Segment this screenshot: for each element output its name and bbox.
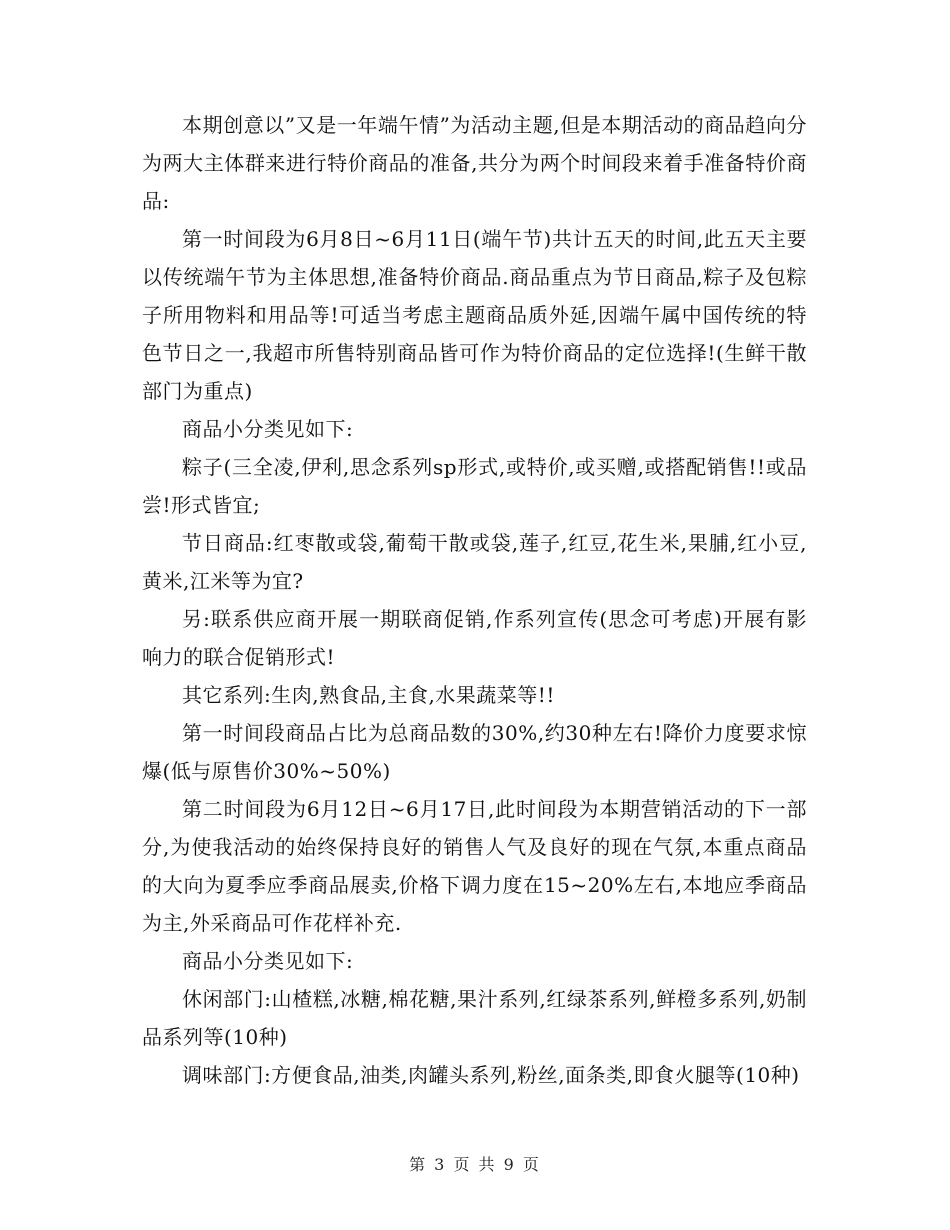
paragraph-leisure-dept: 休闲部门:山楂糕,冰糖,棉花糖,果汁系列,红绿茶系列,鲜橙多系列,奶制品系列等(10种) [142,987,807,1049]
paragraph-second-period: 第二时间段为6月12日~6月17日,此时间段为本期营销活动的下一部分,为使我活动的始终保持良好的销售人气及良好的现在气氛,本重点商品的大向为夏季应季商品展卖,价格下调力度在15~20%左右,本地应季商品为主,外采商品可作花样补充. [142,797,807,935]
paragraph-zongzi: 粽子(三全凌,伊利,思念系列sp形式,或特价,或买赠,或搭配销售!!或品尝!形式皆宜; [142,455,807,517]
paragraph-supplier-promotion: 另:联系供应商开展一期联商促销,作系列宣传(思念可考虑)开展有影响力的联合促销形式! [142,607,807,669]
paragraph-subcategory-heading-1: 商品小分类见如下: [182,417,354,441]
paragraph-first-period: 第一时间段为6月8日~6月11日(端午节)共计五天的时间,此五天主要以传统端午节为主体思想,准备特价商品.商品重点为节日商品,粽子及包粽子所用物料和用品等!可适当考虑主题商品质外延,因端午属中国传统的特色节日之一,我超市所售特别商品皆可作为特价商品的定位选择!(生鲜干散部门为重点) [142,227,807,403]
paragraph-subcategory-heading-2: 商品小分类见如下: [182,949,354,973]
document-body [142,106,807,1094]
paragraph-seasoning-dept: 调味部门:方便食品,油类,肉罐头系列,粉丝,面条类,即食火腿等(10种) [182,1063,800,1087]
paragraph-other-series: 其它系列:生肉,熟食品,主食,水果蔬菜等!! [182,683,555,707]
page-number-footer: 第 3 页 共 9 页 [409,1155,541,1174]
paragraph-first-period-ratio: 第一时间段商品占比为总商品数的30%,约30种左右!降价力度要求惊爆(低与原售价30%~50%) [142,721,807,783]
paragraph-holiday-goods: 节日商品:红枣散或袋,葡萄干散或袋,莲子,红豆,花生米,果脯,红小豆,黄米,江米等为宜? [142,531,807,593]
paragraph-theme-intro: 本期创意以”又是一年端午情”为活动主题,但是本期活动的商品趋向分为两大主体群来进行特价商品的准备,共分为两个时间段来着手准备特价商品: [142,113,807,213]
